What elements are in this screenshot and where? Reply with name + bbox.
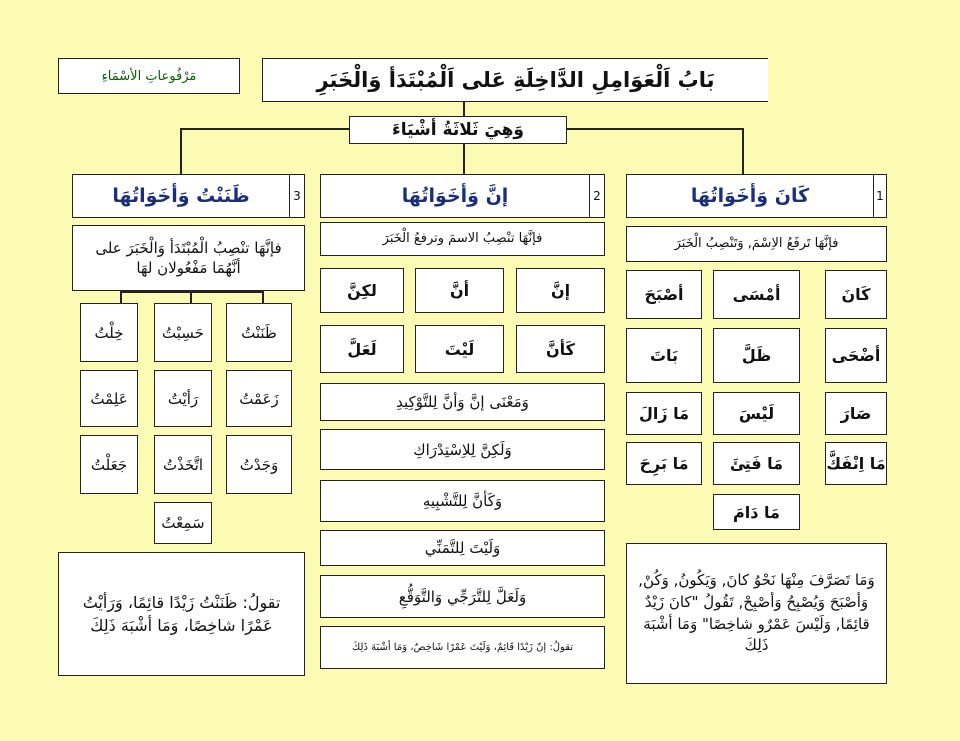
inna-number: 2 — [589, 174, 605, 218]
kana-description: فإنَّهَا تَرفَعُ الاِسْمَ, وَتَنْصِبُ الْخَبَرَ — [626, 226, 887, 262]
inna-word: لَعَلَّ — [320, 325, 404, 373]
zanna-word: عَلِمْتُ — [80, 370, 138, 427]
inna-description: فإنَّهَا تنْصِبُ الاسمَ وترفعُ الْخَبَرَ — [320, 222, 605, 256]
zanna-description: فإنَّهَا تنْصِبُ الْمُبْتَدَأ وَالْخَبَرَ على أنَّهُمَا مَفْعُولان لهَا — [72, 225, 305, 291]
kana-word: أمْسَى — [713, 270, 800, 319]
connector-line — [120, 291, 264, 293]
inna-word: لَيْتَ — [415, 325, 504, 373]
subtitle-box: وَهِيَ ثَلاثَةُ أشْيَاءَ — [349, 116, 567, 144]
kana-word: مَا بَرِحَ — [626, 442, 702, 485]
page-title: بَابُ اَلْعَوَامِلِ الدَّاخِلَةِ عَلى اَلْمُبْتَدَأ وَالْخَبَرِ — [262, 58, 768, 102]
connector-line — [120, 291, 122, 303]
zanna-word: رَأيْتُ — [154, 370, 212, 427]
connector-line — [190, 291, 192, 303]
kana-word: مَا دَامَ — [713, 494, 800, 530]
inna-meaning: وَلَعَلَّ لِلتَّرَجِّي وَالتَّوَقُّعِ — [320, 575, 605, 618]
zanna-word: زَعَمْتُ — [226, 370, 292, 427]
inna-example: تقولُ: إنّ زَيْدًا قَائِمٌ، وَلَيْتَ عَمْرًا شَاخِصٌ، وَمَا أشْبَهَ ذَلِكَ — [320, 626, 605, 669]
kana-note: وَمَا تَصَرَّفَ مِنْهَا نَحْوُ كانَ, وَيَكُونُ, وَكُنْ, وَأصْبَحَ وَيُصْبِحُ وَأصْبِحْ, تَقُولُ "كانَ زَيْدٌ قائِمًا, وَلَيْسَ عَمْرٌو شاخِصًا" وَمَا أشْبَهَ ذَلِكَ — [626, 543, 887, 684]
zanna-word: حَسِبْتُ — [154, 303, 212, 362]
kana-word: أضْحَى — [825, 328, 887, 383]
inna-header: إنَّ وَأخَوَاتُهَا — [320, 174, 590, 218]
connector-line — [262, 291, 264, 303]
zanna-word: وَجَدْتُ — [226, 435, 292, 494]
inna-word: إنَّ — [516, 268, 605, 313]
inna-meaning: وَمَعْنَى إنَّ وَأنَّ لِلتَّوْكِيدِ — [320, 383, 605, 421]
kana-word: صَارَ — [825, 392, 887, 435]
kana-word: أصْبَحَ — [626, 270, 702, 319]
zanna-word: اتَّخَذْتُ — [154, 435, 212, 494]
kana-word: مَا زَالَ — [626, 392, 702, 435]
inna-word: لكِنَّ — [320, 268, 404, 313]
kana-number: 1 — [873, 174, 887, 218]
kana-word: كَانَ — [825, 270, 887, 319]
kana-word: لَيْسَ — [713, 392, 800, 435]
connector-line — [463, 141, 465, 174]
connector-line — [180, 128, 182, 174]
inna-meaning: وَلَيْتَ لِلتَّمَنِّي — [320, 530, 605, 566]
inna-meaning: وَلَكِنَّ لِلاِسْتِدْرَاكِ — [320, 429, 605, 470]
zanna-example: تقولُ: ظَنَنْتُ زَيْدًا قائِمًا، وَرَأيْتُ عَمْرًا شاخِصًا، وَمَا أشْبَهَ ذَلِكَ — [58, 552, 305, 676]
inna-meaning: وَكَأنَّ لِلتَّشْبِيهِ — [320, 480, 605, 522]
category-tag: مَرْفُوعاتِ الأسْمَاءِ — [58, 58, 240, 94]
kana-word: بَاتَ — [626, 328, 702, 383]
inna-word: كَأنَّ — [516, 325, 605, 373]
zanna-word: ظَنَنْتُ — [226, 303, 292, 362]
connector-line — [566, 128, 742, 130]
zanna-word: جَعَلْتُ — [80, 435, 138, 494]
kana-header: كَانَ وَأخَوَاتُهَا — [626, 174, 874, 218]
kana-word: ظَلَّ — [713, 328, 800, 383]
kana-word: مَا اِنْفَكَّ — [825, 442, 887, 485]
zanna-number: 3 — [289, 174, 305, 218]
connector-line — [180, 128, 350, 130]
zanna-header: ظَنَنْتُ وَأخَوَاتُهَا — [72, 174, 290, 218]
connector-line — [742, 128, 744, 174]
inna-word: أنَّ — [415, 268, 504, 313]
kana-word: مَا فَتِئَ — [713, 442, 800, 485]
zanna-word: سَمِعْتُ — [154, 502, 212, 544]
zanna-word: خِلْتُ — [80, 303, 138, 362]
